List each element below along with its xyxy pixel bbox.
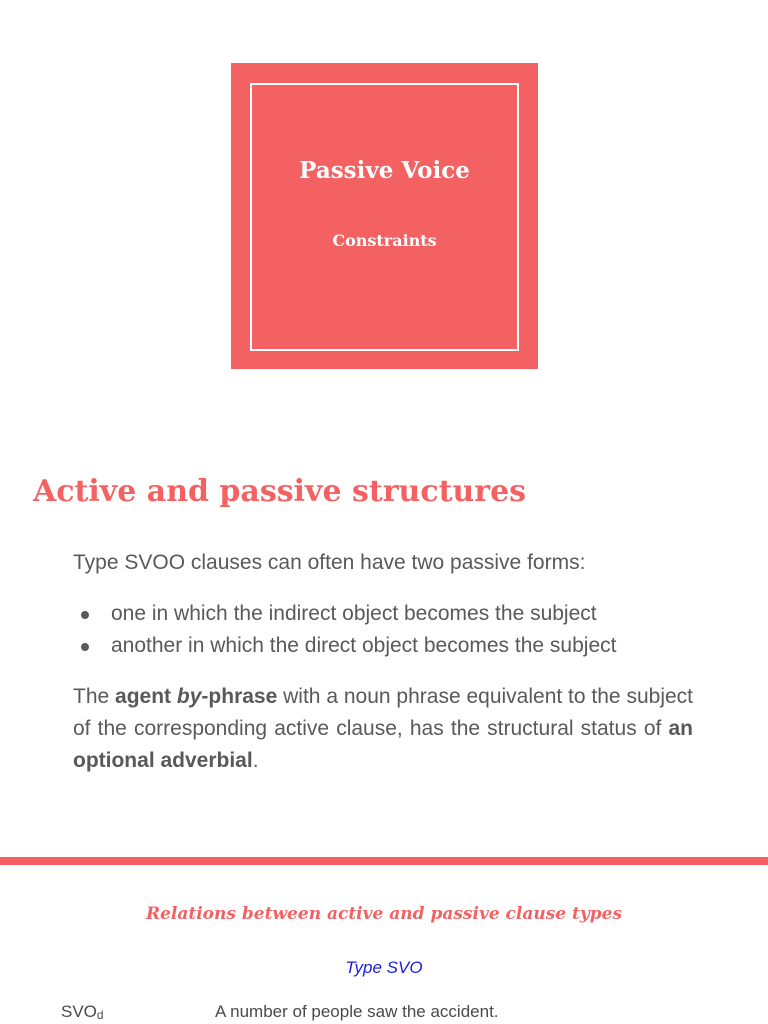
list-item	[73, 600, 616, 632]
bold-agent-word: agent	[115, 685, 177, 708]
agent-paragraph	[73, 681, 693, 777]
example-sentence: A number of people saw the accident.	[215, 1002, 499, 1021]
bullet-text: another in which the direct object becomes the subject	[111, 634, 617, 657]
slide-title: Passive Voice	[299, 157, 470, 184]
title-card-frame	[250, 83, 519, 351]
bullet-dot-icon	[81, 611, 89, 619]
intro-text: Type SVOO clauses can often have two passive forms:	[73, 551, 586, 574]
bold-agent-phrase: -phrase	[201, 685, 278, 708]
bullet-list	[73, 600, 616, 664]
paragraph-bold-agent	[115, 685, 277, 708]
clause-type-label	[61, 1002, 104, 1022]
title-card	[231, 63, 538, 369]
bullet-dot-icon	[81, 643, 89, 651]
section-heading: Active and passive structures	[33, 474, 527, 509]
paragraph-text: .	[252, 749, 259, 772]
clause-type-main: SVO	[61, 1002, 97, 1021]
bold-agent-italic: by	[176, 685, 202, 708]
clause-type-subscript: d	[96, 1008, 104, 1022]
paragraph-text: The	[73, 685, 116, 708]
relations-heading: Relations between active and passive clause types	[145, 904, 623, 924]
paragraph-text: with a noun phrase equivalent to the subject of the corresponding active clause, has the structural status of	[73, 685, 693, 740]
bullet-text: one in which the indirect object becomes the subject	[111, 602, 597, 625]
list-item	[73, 632, 616, 664]
slide-subtitle: Constraints	[332, 231, 437, 250]
type-label: Type SVO	[345, 958, 423, 977]
section-divider	[0, 857, 768, 865]
paragraph-bold-adverbial: an optional adverbial	[73, 717, 693, 772]
